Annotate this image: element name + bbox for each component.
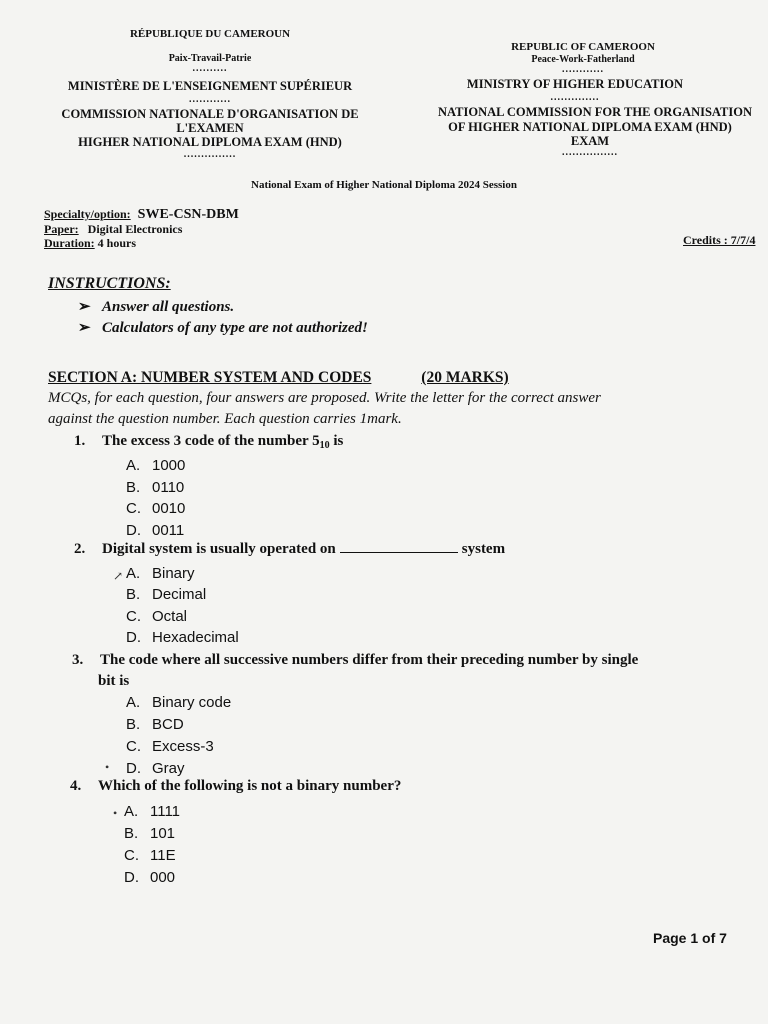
option-letter: B. <box>124 825 139 842</box>
option-3c <box>126 738 214 755</box>
instruction-item <box>78 318 368 337</box>
option-2c <box>126 608 187 625</box>
option-1d <box>126 522 184 539</box>
option-letter: A. <box>126 565 141 582</box>
option-letter: B. <box>126 479 141 496</box>
option-text: BCD <box>152 716 184 733</box>
pen-tick-mark-icon: ↗ <box>113 569 124 583</box>
question-1 <box>74 433 343 451</box>
option-letter: D. <box>126 522 141 539</box>
duration-value: 4 hours <box>97 236 137 250</box>
question-3-continued: bit is <box>98 673 130 689</box>
arrow-bullet-icon: ➢ <box>78 299 91 315</box>
option-letter: B. <box>126 716 141 733</box>
option-3b <box>126 716 184 733</box>
section-a-heading: SECTION A: NUMBER SYSTEM AND CODES <box>48 369 372 386</box>
header-fr-commission-line-1: COMMISSION NATIONALE D'ORGANISATION DE <box>61 107 359 121</box>
question-4 <box>70 778 401 795</box>
header-fr-exam: HIGHER NATIONAL DIPLOMA EXAM (HND) <box>78 135 342 149</box>
pen-dot-mark-icon: • <box>113 806 118 820</box>
option-4c <box>124 847 176 864</box>
option-text: Hexadecimal <box>152 629 239 646</box>
paper-value: Digital Electronics <box>87 222 183 236</box>
header-en-country: REPUBLIC OF CAMEROON <box>511 41 655 53</box>
option-letter: A. <box>124 803 139 820</box>
header-en-commission-line-1: NATIONAL COMMISSION FOR THE ORGANISATION <box>438 105 752 119</box>
paper-label: Paper: <box>44 222 79 236</box>
header-en-commission-line-3: EXAM <box>570 134 610 148</box>
session-title: National Exam of Higher National Diploma 2024 Session <box>251 179 517 191</box>
header-fr-dots-1: .......... <box>192 63 228 74</box>
question-text-end: system <box>461 541 506 557</box>
option-2d <box>126 629 239 646</box>
question-text: Which of the following is not a binary number? <box>98 778 402 794</box>
duration-label: Duration: <box>44 236 95 250</box>
header-fr-dots-3: ............... <box>183 149 237 160</box>
section-a-description-line-1: MCQs, for each question, four answers are proposed. Write the letter for the correct answer <box>48 390 601 406</box>
option-text: 0011 <box>152 522 185 539</box>
question-text-end: is <box>329 433 344 449</box>
section-a-description-line-2: against the question number. Each question carries 1mark. <box>48 411 402 427</box>
option-1c <box>126 500 185 517</box>
question-text: Digital system is usually operated on <box>102 541 336 557</box>
header-fr-dots-2: ............ <box>189 94 231 105</box>
duration-line <box>44 236 136 251</box>
option-text: Octal <box>152 608 188 625</box>
arrow-bullet-icon: ➢ <box>78 320 91 336</box>
option-letter: D. <box>126 629 141 646</box>
specialty-value: SWE-CSN-DBM <box>137 207 239 222</box>
header-en-dots-1: ............ <box>562 64 604 75</box>
option-text: Gray <box>152 760 185 777</box>
question-number: 3. <box>72 652 84 668</box>
option-letter: C. <box>126 500 141 517</box>
header-fr-country: RÉPUBLIQUE DU CAMEROUN <box>129 28 291 40</box>
credits: Credits : 7/7/4 <box>683 233 756 247</box>
header-en-dots-2: .............. <box>550 92 600 103</box>
specialty-line <box>44 207 239 223</box>
section-a-marks: (20 MARKS) <box>421 369 509 386</box>
question-3 <box>72 652 638 669</box>
instruction-text: Answer all questions. <box>102 299 235 315</box>
answer-blank <box>340 540 458 553</box>
option-text: Binary <box>152 565 195 582</box>
option-text: 1000 <box>152 457 186 474</box>
question-subscript: 10 <box>319 440 330 451</box>
question-text: The code where all successive numbers differ from their preceding number by single <box>100 652 639 668</box>
page-number: Page 1 of 7 <box>653 930 727 946</box>
option-2a <box>126 565 195 582</box>
question-number: 4. <box>70 778 82 794</box>
specialty-label: Specialty/option: <box>44 207 131 221</box>
option-letter: C. <box>124 847 139 864</box>
question-number: 2. <box>74 541 86 557</box>
instruction-text: Calculators of any type are not authorized! <box>102 320 368 336</box>
option-1a <box>126 457 185 474</box>
option-4d <box>124 869 175 886</box>
option-text: 1111 <box>150 803 181 820</box>
question-number: 1. <box>74 433 86 449</box>
option-letter: A. <box>126 694 141 711</box>
section-a-title <box>48 369 509 387</box>
option-text: 0110 <box>152 479 185 496</box>
header-fr-ministry: MINISTÈRE DE L'ENSEIGNEMENT SUPÉRIEUR <box>67 79 353 93</box>
option-letter: D. <box>124 869 139 886</box>
option-letter: B. <box>126 586 141 603</box>
option-text: 0010 <box>152 500 186 517</box>
pen-dot-mark-icon: • <box>105 760 110 774</box>
option-text: 000 <box>150 869 176 886</box>
header-fr-motto: Paix-Travail-Patrie <box>168 53 252 64</box>
question-text: The excess 3 code of the number 5 <box>102 433 320 449</box>
option-letter: A. <box>126 457 141 474</box>
paper-line <box>44 222 182 237</box>
option-letter: D. <box>126 760 141 777</box>
header-en-ministry: MINISTRY OF HIGHER EDUCATION <box>466 77 684 91</box>
option-text: Decimal <box>152 586 207 603</box>
option-text: 101 <box>150 825 176 842</box>
option-text: Excess-3 <box>152 738 214 755</box>
option-text: 11E <box>150 847 176 864</box>
option-4b <box>124 825 175 842</box>
section-a-description <box>48 388 708 430</box>
question-2 <box>74 540 505 558</box>
option-4a <box>124 803 180 820</box>
instructions-title: INSTRUCTIONS: <box>48 275 171 292</box>
option-3a <box>126 694 231 711</box>
header-en-motto: Peace-Work-Fatherland <box>531 54 635 65</box>
option-3d <box>126 760 185 777</box>
header-en-dots-3: ................ <box>562 147 618 158</box>
option-1b <box>126 479 184 496</box>
option-letter: C. <box>126 738 141 755</box>
header-fr-commission-line-2: L'EXAMEN <box>176 121 244 135</box>
header-en-commission-line-2: OF HIGHER NATIONAL DIPLOMA EXAM (HND) <box>448 120 732 134</box>
option-text: Binary code <box>152 694 232 711</box>
option-2b <box>126 586 206 603</box>
option-letter: C. <box>126 608 141 625</box>
instruction-item <box>78 297 234 316</box>
